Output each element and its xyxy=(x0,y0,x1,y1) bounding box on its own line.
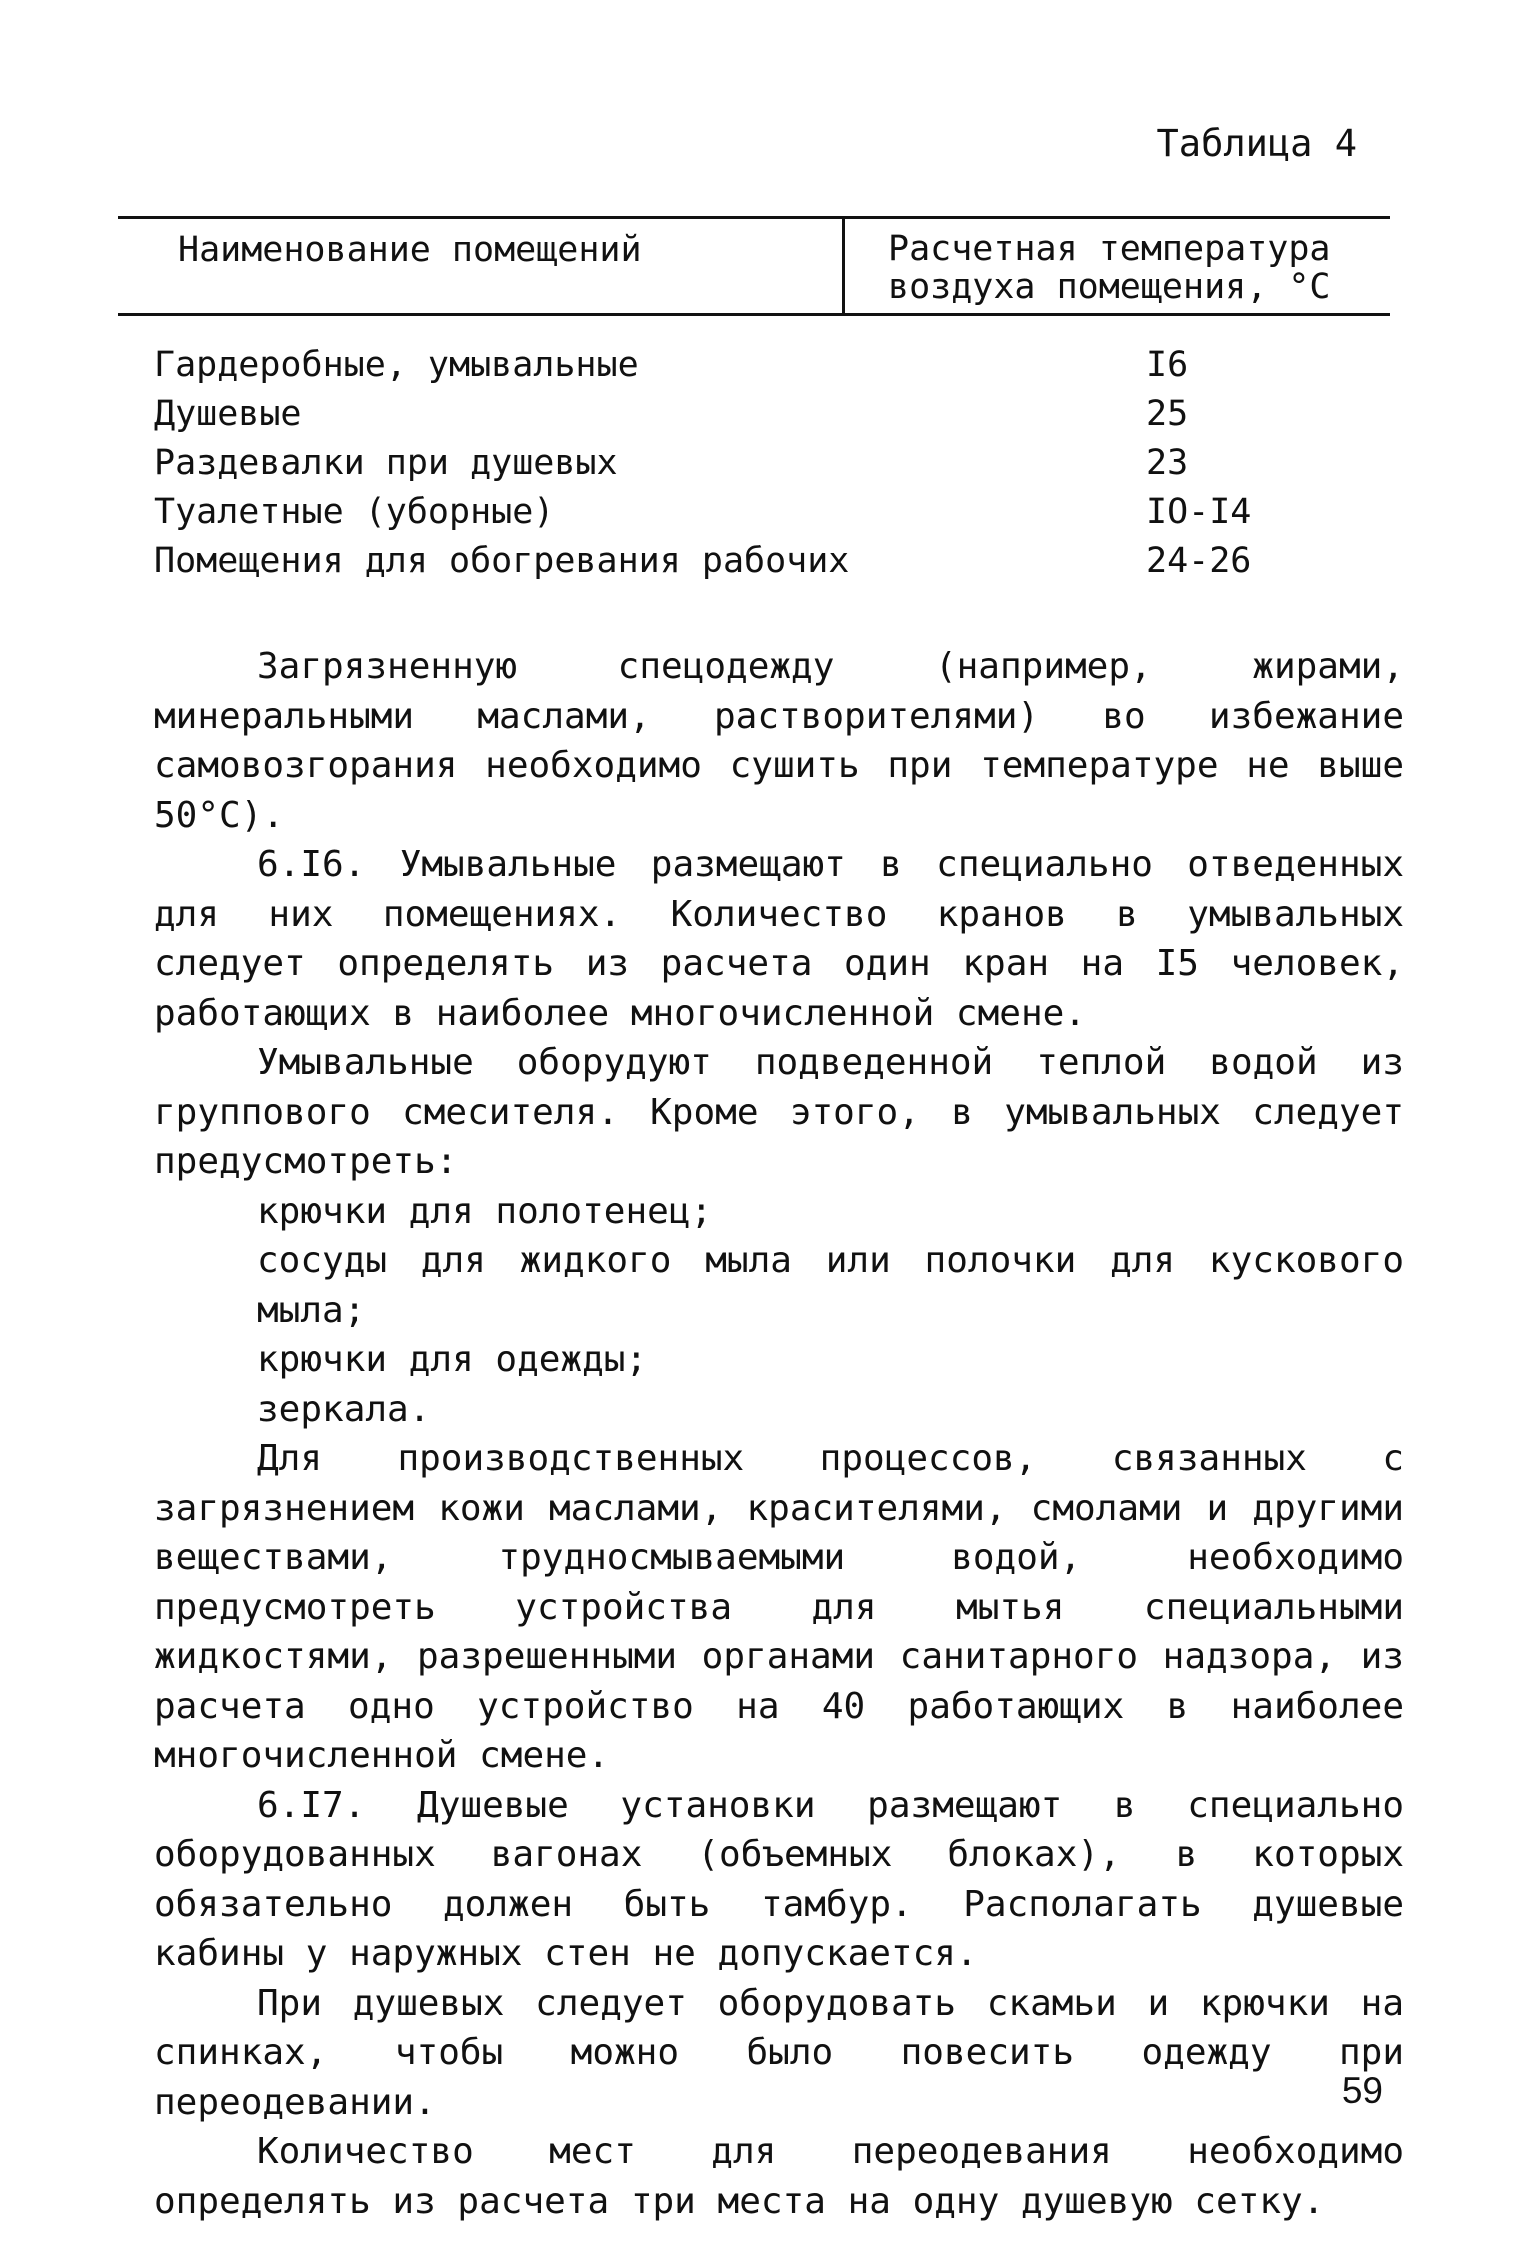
room-name: Душевые xyxy=(154,393,302,434)
table-header-temperature: Расчетная температура воздуха помещения, °С xyxy=(888,229,1331,307)
room-name: Раздевалки при душевых xyxy=(154,442,618,483)
paragraph-6-17: 6.I7. Душевые установки размещают в специально оборудованных вагонах (объемных блоках), в которых обязательно должен быть тамбур. Располагать душевые кабины у наружных стен не допускается. xyxy=(154,1784,1404,1974)
table-caption: Таблица 4 xyxy=(1156,122,1357,165)
table-top-rule xyxy=(118,216,1390,219)
body-text xyxy=(154,642,1404,2226)
list-item: зеркала. xyxy=(257,1388,431,1430)
list-item: сосуды для жидкого мыла или полочки для кускового мыла; xyxy=(257,1240,1404,1331)
room-name: Туалетные (уборные) xyxy=(154,491,555,532)
table-row xyxy=(154,340,1204,389)
table-header-bottom-rule xyxy=(118,313,1390,316)
paragraph-changing-places: Количество мест для переодевания необходимо определять из расчета три места на одну душевую сетку. xyxy=(154,2131,1404,2222)
table-row xyxy=(154,536,1252,585)
paragraph-washroom-equipment: Умывальные оборудуют подведенной теплой водой из группового смесителя. Кроме этого, в умывальных следует предусмотреть: xyxy=(154,1042,1404,1182)
room-temperature: 23 xyxy=(1146,442,1189,483)
paragraph-drying-clothes: Загрязненную спецодежду (например, жирами, минеральными маслами, растворителями) во избежание самовозгорания необходимо сушить при температуре не выше 50°С). xyxy=(154,646,1404,836)
paragraph-benches-hooks: При душевых следует оборудовать скамьи и крючки на спинках, чтобы можно было повесить одежду при переодевании. xyxy=(154,1982,1404,2123)
table-column-divider xyxy=(842,216,845,313)
table-header-name: Наименование помещений xyxy=(178,230,642,270)
room-temperature: IO-I4 xyxy=(1146,491,1252,532)
room-temperature: I6 xyxy=(1146,344,1189,385)
list-item: крючки для полотенец; xyxy=(257,1190,713,1232)
page-number: 59 xyxy=(1341,2070,1383,2111)
table-row xyxy=(154,487,1252,536)
table-row xyxy=(154,438,1204,487)
room-temperature: 24-26 xyxy=(1146,540,1252,581)
paragraph-6-16: 6.I6. Умывальные размещают в специально отведенных для них помещениях. Количество кранов в умывальных следует определять из расчета один кран на I5 человек, работающих в наиболее многочисленной смене. xyxy=(154,844,1404,1034)
room-name: Помещения для обогревания рабочих xyxy=(154,540,850,581)
table-row xyxy=(154,389,1204,438)
paragraph-washing-devices: Для производственных процессов, связанных с загрязнением кожи маслами, красителями, смолами и другими веществами, трудносмываемыми водой, необходимо предусмотреть устройства для мытья специальными жидкостями, разрешенными органами санитарного надзора, из расчета одно устройство на 40 работающих в наиболее многочисленной смене. xyxy=(154,1438,1404,1776)
table-body xyxy=(154,340,1252,585)
room-name: Гардеробные, умывальные xyxy=(154,344,639,385)
room-temperature: 25 xyxy=(1146,393,1189,434)
list-item: крючки для одежды; xyxy=(257,1339,648,1380)
